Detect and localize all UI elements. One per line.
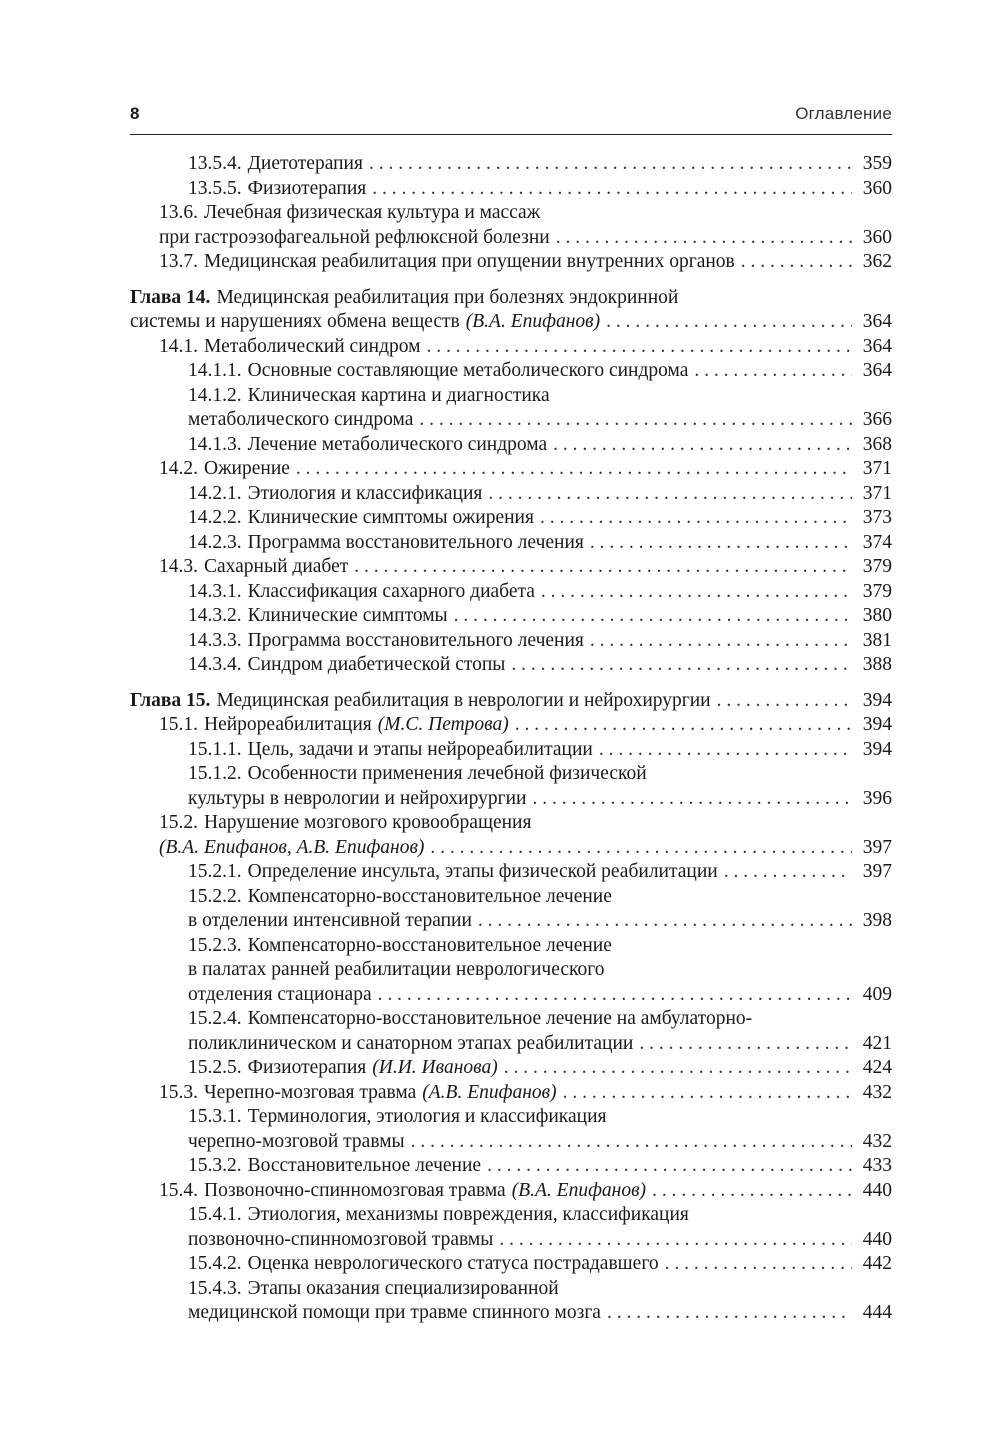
dot-leader [590,629,852,654]
dot-leader [499,1228,852,1253]
toc-number: 13.5.4. [188,153,242,174]
toc-page-number: 394 [862,714,892,735]
toc-entry [130,1056,892,1081]
toc-author: (В.А. Епифанов) [511,1179,647,1201]
toc-entry [130,335,892,360]
toc-title: Этапы оказания специализированной [247,1277,559,1299]
toc-line [130,433,892,458]
toc-number: 15.4.3. [188,1277,242,1299]
toc-number: 13.6. [159,202,198,223]
toc-line [130,384,892,409]
toc-number: 15.2.4. [188,1008,242,1029]
toc-number: 14.2. [159,458,198,479]
toc-line [130,934,892,959]
toc-number: Глава 14. [130,286,211,308]
toc-line [130,286,892,311]
toc-title: Классификация сахарного диабета [247,580,535,602]
toc-entry [130,506,892,531]
dot-leader [556,226,852,251]
toc-number: 14.2.1. [188,482,242,504]
toc-page-number: 364 [862,311,892,332]
dot-leader [411,1130,852,1155]
dot-leader [652,1179,852,1204]
toc-entry [130,152,892,177]
toc-title: системы и нарушениях обмена веществ [130,311,460,332]
toc-title: Этиология и классификация [247,482,483,504]
toc-page-number: 397 [862,861,892,882]
toc-page-number: 364 [862,360,892,381]
toc-page-number: 366 [862,409,892,430]
toc-page-number: 396 [862,787,892,809]
dot-leader [741,250,852,275]
toc-number: 13.5.5. [188,177,242,199]
toc-number: 15.2. [159,812,198,833]
toc-number: 14.1.1. [188,360,242,381]
toc-page-number: 398 [862,910,892,931]
dot-leader [532,787,852,812]
dot-leader [590,531,852,556]
toc-entry [130,1252,892,1277]
toc-number: 15.3.2. [188,1155,242,1176]
toc-page-number: 379 [862,580,892,602]
toc-line [130,555,892,580]
toc-title: черепно-мозговой травмы [188,1130,405,1152]
toc-line [130,1056,892,1081]
toc-line [130,177,892,202]
page-number: 8 [130,104,140,123]
toc-title: Физиотерапия [247,177,367,199]
toc-title: Программа восстановительного лечения [247,531,584,553]
toc-page-number: 409 [862,983,892,1005]
dot-leader [378,983,852,1008]
toc-line [130,738,892,763]
toc-entry [130,1203,892,1252]
header-rule [130,134,892,135]
dot-leader [488,482,852,507]
toc-entry [130,531,892,556]
toc-page-number: 394 [862,689,892,711]
toc-title: Клинические симптомы ожирения [247,507,534,528]
toc-page-number: 380 [862,605,892,626]
toc-entry [130,457,892,482]
toc-line [130,1301,892,1326]
toc-title: Синдром диабетической стопы [247,654,506,675]
toc-line [130,836,892,861]
dot-leader [665,1252,852,1277]
toc-number: 15.4. [159,1179,198,1201]
toc-number: 14.3.3. [188,629,242,651]
toc-title: Диетотерапия [247,153,363,174]
toc-title: Терминология, этиология и классификация [247,1106,607,1127]
toc-line [130,250,892,275]
toc-entry [130,860,892,885]
dot-leader [504,1056,852,1081]
toc-title: метаболического синдрома [188,409,414,430]
toc-title: Клинические симптомы [247,605,448,626]
toc-title: позвоночно-спинномозговой травмы [188,1228,494,1250]
dot-leader [515,713,852,738]
toc-page-number: 360 [862,177,892,199]
toc-page-number: 432 [862,1130,892,1152]
toc-entry [130,1105,892,1154]
toc-entry [130,250,892,275]
toc-entry [130,482,892,507]
toc-number: 15.2.1. [188,861,242,882]
toc-page-number: 442 [862,1253,892,1274]
toc-line [130,958,892,983]
toc-number: 15.4.1. [188,1204,242,1225]
toc-entry [130,580,892,605]
toc-title: медицинской помощи при травме спинного мозга [188,1302,601,1323]
toc-title: Медицинская реабилитация при опущении внутренних органов [204,251,735,272]
toc-line [130,909,892,934]
toc-line [130,1032,892,1057]
toc-page-number: 421 [862,1032,892,1054]
toc-line [130,762,892,787]
dot-leader [487,1154,852,1179]
toc-entry [130,885,892,934]
dot-leader [553,433,852,458]
toc-title: Лечение метаболического синдрома [247,433,548,455]
toc-number: 14.1. [159,335,198,357]
toc-entry [130,629,892,654]
toc-number: 14.3.1. [188,580,242,602]
toc-line [130,811,892,836]
toc-line [130,689,892,714]
toc-line [130,1277,892,1302]
toc-page-number: 371 [862,482,892,504]
toc-number: 15.2.2. [188,885,242,907]
dot-leader [540,506,852,531]
toc-title: в палатах ранней реабилитации неврологического [188,959,605,980]
toc-title: Сахарный диабет [204,556,349,577]
toc-line [130,1130,892,1155]
dot-leader [454,604,852,629]
toc-line [130,1203,892,1228]
toc-title: Позвоночно-спинномозговая травма [204,1179,506,1201]
toc-page-number: 368 [862,433,892,455]
toc-number: 15.4.2. [188,1253,242,1274]
toc-line [130,580,892,605]
dot-leader [354,555,852,580]
toc-line [130,531,892,556]
toc-author: (В.А. Епифанов, А.В. Епифанов) [159,836,425,858]
toc-page-number: 440 [862,1228,892,1250]
toc-title: поликлиническом и санаторном этапах реабилитации [188,1032,634,1054]
toc-line [130,1179,892,1204]
toc-line [130,201,892,226]
dot-leader [607,1301,852,1326]
toc-line [130,860,892,885]
toc-line [130,983,892,1008]
toc-line [130,629,892,654]
toc-title: Программа восстановительного лечения [247,629,584,651]
toc-page-number: 440 [862,1179,892,1201]
toc-line [130,604,892,629]
toc-page-number: 360 [862,226,892,248]
table-of-contents [130,152,892,1326]
dot-leader [724,860,852,885]
dot-leader [430,836,852,861]
toc-number: 15.1.2. [188,763,242,784]
toc-title: Компенсаторно-восстановительное лечение [247,885,612,907]
toc-entry [130,1154,892,1179]
toc-number: Глава 15. [130,689,211,711]
dot-leader [296,457,852,482]
toc-page-number: 432 [862,1081,892,1103]
toc-line [130,310,892,335]
toc-number: 13.7. [159,251,198,272]
toc-entry [130,1179,892,1204]
toc-line [130,506,892,531]
toc-entry [130,1007,892,1056]
toc-page-number: 397 [862,836,892,858]
running-head [130,104,892,128]
dot-leader [541,580,852,605]
toc-page-number: 381 [862,629,892,651]
toc-page-number: 394 [862,738,892,760]
toc-author: (В.А. Епифанов) [465,311,601,332]
toc-number: 14.3.2. [188,605,242,626]
toc-title: Компенсаторно-восстановительное лечение [247,934,612,956]
toc-number: 15.3.1. [188,1106,242,1127]
toc-chapter [130,286,892,335]
toc-title: Особенности применения лечебной физической [247,763,647,784]
toc-entry [130,433,892,458]
toc-chapter [130,689,892,714]
toc-title: Метаболический синдром [204,335,421,357]
dot-leader [369,152,852,177]
toc-number: 14.1.3. [188,433,242,455]
toc-entry [130,1081,892,1106]
toc-author: (И.И. Иванова) [372,1057,498,1078]
toc-number: 15.1. [159,714,198,735]
toc-number: 14.2.3. [188,531,242,553]
toc-author: (М.С. Петрова) [377,714,509,735]
toc-page-number: 388 [862,654,892,675]
toc-entry [130,811,892,860]
toc-title: Клиническая картина и диагностика [247,384,550,406]
toc-title: Медицинская реабилитация при болезнях эндокринной [216,286,679,308]
toc-line [130,653,892,678]
toc-entry [130,1277,892,1326]
toc-title: Компенсаторно-восстановительное лечение на амбулаторно- [247,1008,753,1029]
toc-title: в отделении интенсивной терапии [188,910,472,931]
dot-leader [563,1081,852,1106]
toc-title: Медицинская реабилитация в неврологии и нейрохирургии [216,689,711,711]
toc-page-number: 379 [862,556,892,577]
dot-leader [639,1032,852,1057]
toc-number: 15.2.3. [188,934,242,956]
toc-line [130,457,892,482]
toc-line [130,152,892,177]
toc-line [130,335,892,360]
toc-title: Ожирение [204,458,290,479]
toc-line [130,713,892,738]
dot-leader [599,738,852,763]
dot-leader [426,335,852,360]
toc-line [130,1154,892,1179]
toc-title: Определение инсульта, этапы физической реабилитации [247,861,718,882]
toc-title: при гастроэзофагеальной рефлюксной болезни [159,226,550,248]
dot-leader [511,653,852,678]
toc-title: Физиотерапия [247,1057,367,1078]
toc-page-number: 374 [862,531,892,553]
toc-line [130,1252,892,1277]
toc-entry [130,555,892,580]
toc-page-number: 444 [862,1302,892,1323]
dot-leader [694,359,852,384]
toc-title: Основные составляющие метаболического синдрома [247,360,689,381]
toc-line [130,408,892,433]
toc-page-number: 373 [862,507,892,528]
toc-line [130,359,892,384]
toc-title: отделения стационара [188,983,372,1005]
toc-number: 15.1.1. [188,738,242,760]
toc-line [130,1228,892,1253]
toc-line [130,1081,892,1106]
running-title: Оглавление [795,104,892,123]
toc-entry [130,934,892,1008]
toc-entry [130,738,892,763]
toc-entry [130,359,892,384]
toc-entry [130,762,892,811]
toc-entry [130,604,892,629]
toc-number: 14.2.2. [188,507,242,528]
toc-author: (А.В. Епифанов) [422,1081,557,1103]
toc-title: Черепно-мозговая травма [204,1081,417,1103]
toc-line [130,226,892,251]
dot-leader [419,408,852,433]
toc-number: 14.1.2. [188,384,242,406]
toc-title: Лечебная физическая культура и массаж [204,202,541,223]
dot-leader [478,909,852,934]
toc-page-number: 433 [862,1155,892,1176]
toc-number: 15.2.5. [188,1057,242,1078]
dot-leader [717,689,852,714]
dot-leader [372,177,852,202]
toc-number: 14.3. [159,556,198,577]
toc-title: культуры в неврологии и нейрохирургии [188,787,527,809]
toc-entry [130,713,892,738]
toc-title: Цель, задачи и этапы нейрореабилитации [247,738,593,760]
toc-title: Оценка неврологического статуса пострадавшего [247,1253,659,1274]
toc-title: Нарушение мозгового кровообращения [204,812,532,833]
toc-number: 15.3. [159,1081,198,1103]
toc-line [130,885,892,910]
toc-title: Восстановительное лечение [247,1155,482,1176]
toc-title: Этиология, механизмы повреждения, классификация [247,1204,689,1225]
toc-entry [130,177,892,202]
toc-line [130,1007,892,1032]
toc-title: Нейрореабилитация [204,714,372,735]
dot-leader [606,310,852,335]
toc-page-number: 364 [862,335,892,357]
toc-page-number: 359 [862,153,892,174]
toc-number: 14.3.4. [188,654,242,675]
toc-entry [130,384,892,433]
toc-entry [130,653,892,678]
toc-page-number: 371 [862,458,892,479]
toc-entry [130,201,892,250]
toc-line [130,482,892,507]
toc-line [130,1105,892,1130]
toc-page-number: 424 [862,1057,892,1078]
toc-line [130,787,892,812]
toc-page-number: 362 [862,251,892,272]
